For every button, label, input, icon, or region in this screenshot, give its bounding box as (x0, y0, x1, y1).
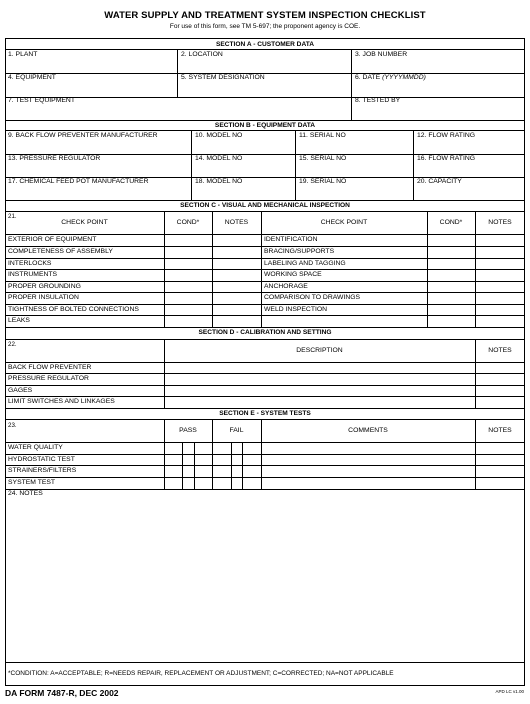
form-title: WATER SUPPLY AND TREATMENT SYSTEM INSPECTION CHECKLIST (104, 10, 426, 21)
divider (5, 327, 525, 328)
equipment-field[interactable]: 4. EQUIPMENT (8, 74, 56, 81)
system-test-item: WATER QUALITY (8, 444, 63, 451)
chemical-feed-pot-field[interactable]: 17. CHEMICAL FEED POT MANUFACTURER (8, 178, 149, 185)
divider (5, 465, 525, 466)
col-description: DESCRIPTION (296, 347, 343, 354)
notes-field[interactable]: 24. NOTES (8, 490, 43, 497)
serial-no-field[interactable]: 11. SERIAL NO (299, 132, 346, 139)
calibration-item: BACK FLOW PREVENTER (8, 364, 92, 371)
divider (5, 489, 525, 490)
divider (5, 258, 525, 259)
col-check-point: CHECK POINT (320, 219, 368, 226)
divider (5, 304, 525, 305)
check-item: EXTERIOR OF EQUIPMENT (8, 236, 97, 243)
col-cond: COND* (176, 219, 200, 226)
check-item: LABELING AND TAGGING (264, 260, 346, 267)
system-test-item: HYDROSTATIC TEST (8, 456, 75, 463)
divider (5, 246, 525, 247)
check-item: LEAKS (8, 317, 30, 324)
model-no-field[interactable]: 14. MODEL NO (195, 155, 243, 162)
divider (5, 292, 525, 293)
col-comments: COMMENTS (348, 427, 388, 434)
date-label: 6. DATE (355, 74, 381, 81)
check-item: WORKING SPACE (264, 271, 322, 278)
form-version: APD LC v1.00 (495, 689, 524, 694)
serial-no-field[interactable]: 15. SERIAL NO (299, 155, 347, 162)
condition-legend: *CONDITION: A=ACCEPTABLE; R=NEEDS REPAIR, REPLACEMENT OR ADJUSTMENT; C=CORRECTED; NA=NOT APPLICABLE (8, 670, 394, 677)
check-item: PROPER INSULATION (8, 294, 79, 301)
form-subtitle: For use of this form, see TM 5-697; the proponent agency is COE. (169, 23, 361, 30)
plant-field[interactable]: 1. PLANT (8, 51, 38, 58)
col-notes: NOTES (488, 219, 512, 226)
check-item: INSTRUMENTS (8, 271, 58, 278)
divider (5, 408, 525, 409)
section-d-heading: SECTION D - CALIBRATION AND SETTING (198, 329, 332, 336)
divider (5, 662, 525, 663)
col-check-point: CHECK POINT (61, 219, 108, 226)
check-item: IDENTIFICATION (264, 236, 318, 243)
section-e-heading: SECTION E - SYSTEM TESTS (219, 410, 311, 417)
item-number-21: 21. (8, 213, 17, 220)
divider (413, 130, 414, 200)
divider (5, 442, 525, 443)
calibration-item: PRESSURE REGULATOR (8, 375, 89, 382)
divider (5, 362, 525, 363)
divider (5, 269, 525, 270)
divider (5, 477, 525, 478)
col-notes: NOTES (488, 347, 512, 354)
test-equipment-field[interactable]: 7. TEST EQUIPMENT (8, 97, 75, 104)
col-notes: NOTES (488, 427, 512, 434)
check-item: ANCHORAGE (264, 283, 308, 290)
check-item: TIGHTNESS OF BOLTED CONNECTIONS (8, 306, 139, 313)
check-item: COMPARISON TO DRAWINGS (264, 294, 361, 301)
section-a-heading: SECTION A - CUSTOMER DATA (215, 41, 315, 48)
job-number-field[interactable]: 3. JOB NUMBER (355, 51, 408, 58)
date-format: (YYYYMMDD) (382, 74, 426, 81)
system-test-item: SYSTEM TEST (8, 479, 56, 486)
divider (5, 73, 525, 74)
system-designation-field[interactable]: 5. SYSTEM DESIGNATION (181, 74, 265, 81)
serial-no-field[interactable]: 19. SERIAL NO (299, 178, 347, 185)
divider (5, 315, 525, 316)
divider (351, 49, 352, 120)
section-b-heading: SECTION B - EQUIPMENT DATA (214, 122, 316, 129)
col-fail: FAIL (229, 427, 244, 434)
check-item: INTERLOCKS (8, 260, 52, 267)
system-test-item: STRAINERS/FILTERS (8, 467, 77, 474)
divider (5, 97, 525, 98)
divider (5, 120, 525, 121)
model-no-field[interactable]: 18. MODEL NO (195, 178, 243, 185)
capacity-field[interactable]: 20. CAPACITY (417, 178, 462, 185)
divider (5, 49, 525, 50)
col-cond: COND* (439, 219, 463, 226)
calibration-item: GAGES (8, 387, 33, 394)
divider (5, 454, 525, 455)
divider (5, 211, 525, 212)
flow-rating-field[interactable]: 12. FLOW RATING (417, 132, 476, 139)
col-pass: PASS (179, 427, 197, 434)
backflow-manufacturer-field[interactable]: 9. BACK FLOW PREVENTER MANUFACTURER (8, 132, 158, 139)
divider (5, 339, 525, 340)
divider (5, 396, 525, 397)
tested-by-field[interactable]: 8. TESTED BY (355, 97, 401, 104)
divider (191, 130, 192, 200)
check-item: BRACING/SUPPORTS (264, 248, 335, 255)
check-item: WELD INSPECTION (264, 306, 328, 313)
flow-rating-field[interactable]: 16. FLOW RATING (417, 155, 476, 162)
divider (5, 234, 525, 235)
item-number-23: 23. (8, 422, 17, 429)
calibration-item: LIMIT SWITCHES AND LINKAGES (8, 398, 115, 405)
divider (295, 130, 296, 200)
form-number: DA FORM 7487-R, DEC 2002 (5, 688, 119, 698)
location-field[interactable]: 2. LOCATION (181, 51, 223, 58)
section-c-heading: SECTION C - VISUAL AND MECHANICAL INSPECTION (180, 202, 350, 209)
item-number-22: 22. (8, 341, 17, 348)
date-field[interactable] (355, 75, 426, 82)
check-item: PROPER GROUNDING (8, 283, 81, 290)
divider (5, 373, 525, 374)
divider (5, 200, 525, 201)
col-notes: NOTES (224, 219, 249, 226)
divider (5, 130, 525, 131)
model-no-field[interactable]: 10. MODEL NO (195, 132, 243, 139)
divider (5, 419, 525, 420)
check-item: COMPLETENESS OF ASSEMBLY (8, 248, 113, 255)
divider (5, 385, 525, 386)
divider (5, 281, 525, 282)
pressure-regulator-field[interactable]: 13. PRESSURE REGULATOR (8, 155, 101, 162)
